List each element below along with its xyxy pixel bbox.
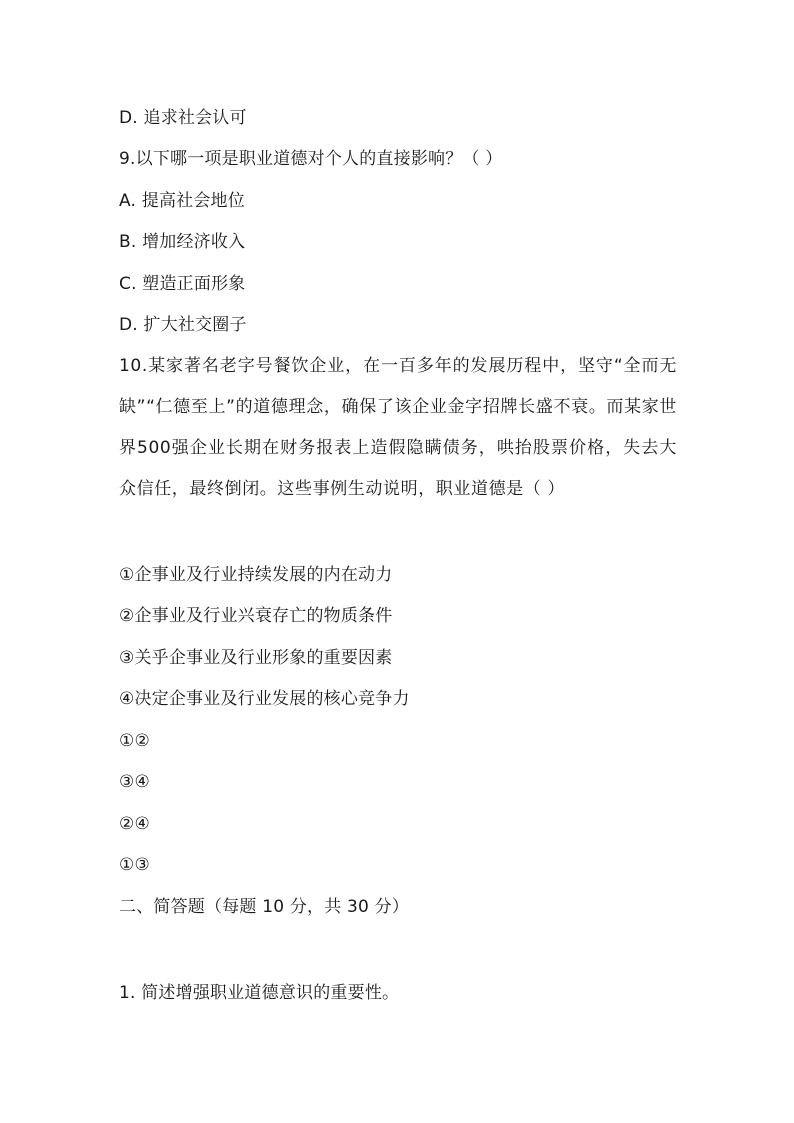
q10-statement-1: ①企事业及行业持续发展的内在动力 — [119, 565, 393, 585]
q8-option-d: D. 追求社会认可 — [119, 108, 247, 128]
q10-choice-3: ②④ — [119, 814, 150, 834]
q9-option-d: D. 扩大社交圈子 — [119, 315, 247, 335]
q10-stem: 10.某家著名老字号餐饮企业，在一百多年的发展历程中，坚守“全而无缺”“仁德至上”的道德理念，确保了该企业金字招牌长盛不衰。而某家世界500强企业长期在财务报表上造假隐瞒债务，哄抬股票价格，失去大众信任，最终倒闭。这些事例生动说明，职业道德是（ ） — [119, 356, 677, 499]
q10-choice-4: ①③ — [119, 855, 150, 875]
q9-option-c: C. 塑造正面形象 — [119, 274, 246, 294]
q10-statement-4: ④决定企事业及行业发展的核心竞争力 — [119, 689, 410, 709]
section-heading: 二、简答题（每题 10 分，共 30 分） — [119, 897, 410, 917]
q9-option-a: A. 提高社会地位 — [119, 191, 245, 211]
q9-option-b: B. 增加经济收入 — [119, 232, 246, 252]
q10-choice-2: ③④ — [119, 772, 150, 792]
q10-statement-2: ②企事业及行业兴衰存亡的物质条件 — [119, 606, 393, 626]
q10-statement-3: ③关乎企事业及行业形象的重要因素 — [119, 648, 393, 668]
short-answer-q1: 1. 简述增强职业道德意识的重要性。 — [119, 983, 400, 1003]
q9-stem: 9.以下哪一项是职业道德对个人的直接影响？（ ） — [119, 149, 503, 169]
q10-choice-1: ①② — [119, 731, 150, 751]
